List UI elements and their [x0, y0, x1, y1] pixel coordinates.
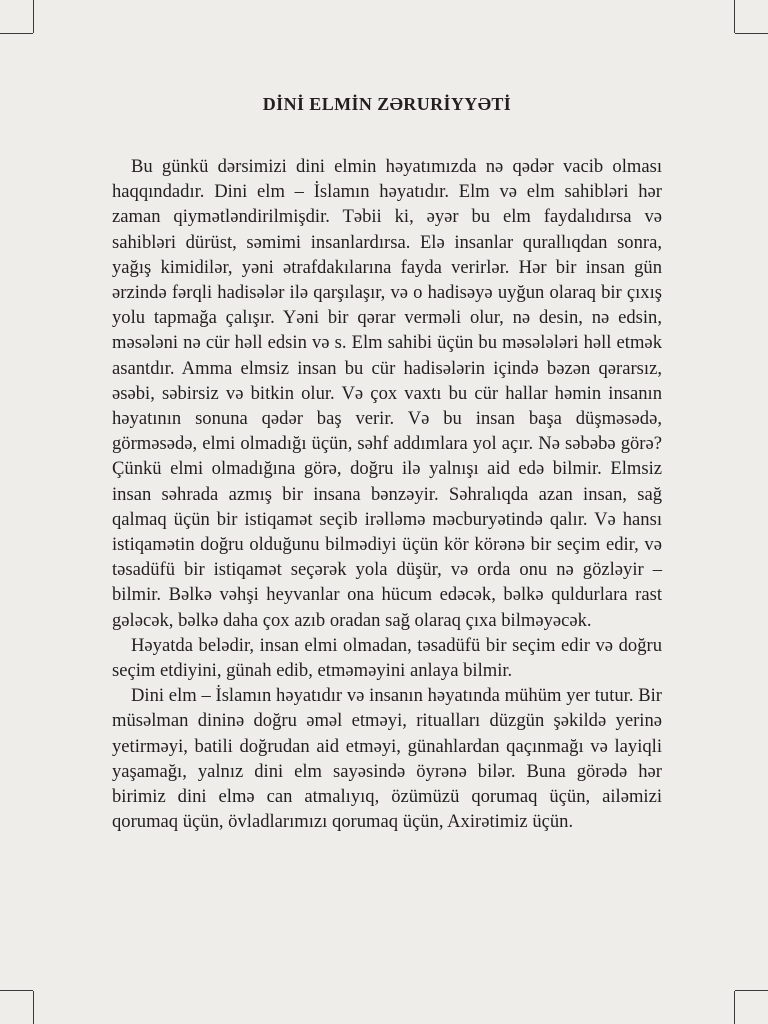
book-page: [112, 92, 662, 834]
crop-mark-top-right-v: [734, 0, 735, 33]
page-title: DİNİ ELMİN ZƏRURİYYƏTİ: [262, 94, 512, 114]
paragraph-2: Həyatda belədir, insan elmi olmadan, təsadüfü bir seçim edir və doğru seçim etdiyini, günah edib, etməməyini anlaya bilmir.: [112, 634, 662, 682]
crop-mark-bottom-right-v: [734, 991, 735, 1024]
crop-mark-top-right-h: [735, 33, 768, 34]
crop-mark-top-left-h: [0, 33, 33, 34]
paragraph-1: Bu günkü dərsimizi dini elmin həyatımızda nə qədər vacib olması haqqındadır. Dini elm – İslamın həyatıdır. Elm və elm sahibləri hər zaman qiymətləndirilmişdir. Təbii ki, əyər bu elm faydalıdırsa və sahibləri dürüst, səmimi insanlardırsa. Elə insanlar qurallıqdan sonra, yağış kimidilər, yəni ətrafdakılarına fayda verirlər. Hər bir insan gün ərzində fərqli hadisələr ilə qarşılaşır, və o hadisəyə uyğun olaraq bir çıxış yolu tapmağa çalışır. Yəni bir qərar verməli olur, nə desin, nə edsin, məsələni nə cür həll edsin və s. Elm sahibi üçün bu məsələləri həll etmək asantdır. Amma elmsiz insan bu cür hadisələrin içində bəzən qərarsız, əsəbi, səbirsiz və bitkin olur. Və çox vaxtı bu cür hallar həmin insanın həyatının sonuna qədər baş verir. Və bu insan başa düşməsədə, görməsədə, elmi olmadığı üçün, səhf addımlara yol açır. Nə səbəbə görə? Çünkü elmi olmadığına görə, doğru ilə yalnışı aid edə bilmir. Elmsiz insan səhrada azmış bir insana bənzəyir. Səhralıqda azan insan, sağ qalmaq üçün bir istiqamət seçib irəlləmə məcburyətində qalır. Və hansı istiqamətin doğru olduğunu bilmədiyi üçün kör körənə bir seçim edir, və təsadüfü bir istiqamət seçərək yola düşür, və orda onu nə gözləyir – bilmir. Bəlkə vəhşi heyvanlar ona hücum edəcək, bəlkə quldurlara rast gələcək, bəlkə daha çox azıb oradan sağ olaraq çıxa bilməyəcək.: [112, 156, 662, 631]
crop-mark-bottom-left-h: [0, 990, 33, 991]
paragraph-3: Dini elm – İslamın həyatıdır və insanın həyatında mühüm yer tutur. Bir müsəlman dininə doğru əməl etməyi, ritualları düzgün şəkildə yerinə yetirməyi, batili doğrudan aid etməyi, günahlardan qaçınmağı və layiqli yaşamağı, yalnız dini elm sayəsində öyrənə bilər. Buna görədə hər birimiz dini elmə can atmalıyıq, özümüzü qorumaq üçün, ailəmizi qorumaq üçün, övladlarımızı qorumaq üçün, Axirətimiz üçün.: [112, 685, 662, 833]
crop-mark-top-left-v: [33, 0, 34, 33]
crop-mark-bottom-left-v: [33, 991, 34, 1024]
crop-mark-bottom-right-h: [735, 990, 768, 991]
